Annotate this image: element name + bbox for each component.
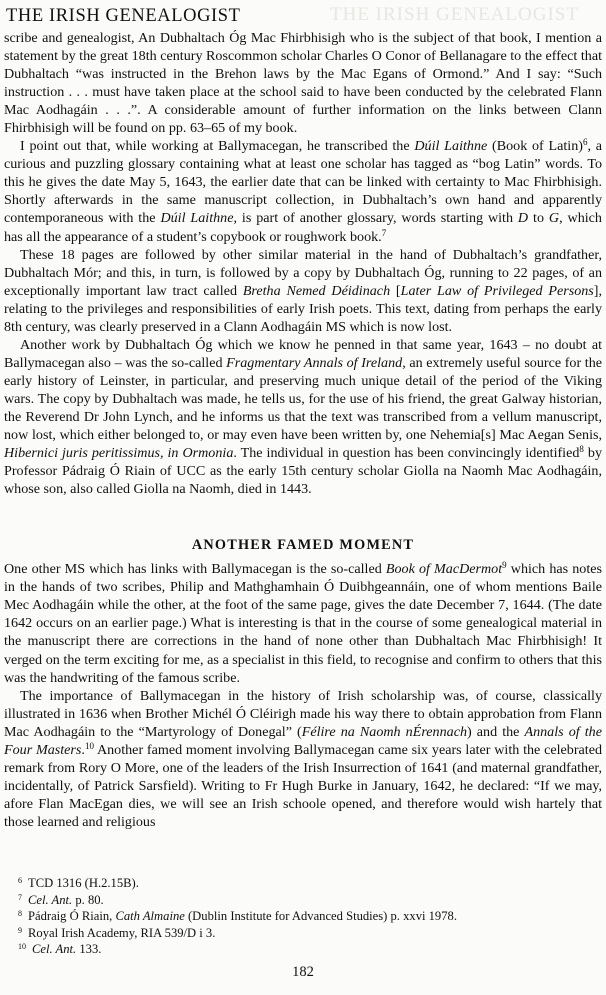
bleed-through-title: THE IRISH GENEALOGIST [330,4,579,25]
footnote-6: $^6$ TCD 1316 (H.2.15B). [18,876,139,890]
paragraph-5: One other MS which has links with Ballymacegan is the so-called Book of MacDermot$^9$ which has notes in the hands of two scribes, Philip and Mathghamhain Ó Duibhgeannáin, one of whom mentions Baile Mec Aodhagáin while the other, at the foot of the same page, gives the date December 7, 1644. (The date 1642 occurs on an earlier page.) What is interesting is that in the course of some genealogical material in the manuscript there are corrections in the hand of none other than Dubhaltach Mac Fhirbhisigh! It verged on the term exciting for me, as a specialist in this field, to recognise and confirm to others that this was the handwriting of the famous scribe. [4,560,602,686]
footnote-ref: 7 [381,227,387,238]
paragraph-1: scribe and genealogist, An Dubhaltach Óg Mac Fhirbhisigh who is the subject of that book, I mention a statement by the great 18th century Roscommon scholar Charles O Conor of Bellanagare to the effect that Dubhaltach “was instructed in the Brehon laws by the Mac Egans of Ormond.” And I say: “Such instruction . . . must have taken place at the school said to have been conducted by the celebrated Flann Mac Aodhagáin . . .”. A considerable amount of further information on the links between Clann Fhirbhisigh will be found on pp. 63–65 of my book. [4,30,602,137]
footnote-8: $^8$ Pádraig Ó Riain, Cath Almaine (Dublin Institute for Advanced Studies) p. xxvi 1978. [18,909,457,924]
main-text [4,29,602,831]
footnote-ref: 6 [582,137,588,148]
footnote-ref: 8 [579,444,584,455]
footnote-7: $^7$ Cel. Ant. p. 80. [18,892,104,907]
running-title: THE IRISH GENEALOGIST [6,6,241,26]
page-number: 182 [292,964,314,980]
footnotes [18,875,578,958]
paragraph-2: I point out that, while working at Ballymacegan, he transcribed the Dúil Laithne (Book of Latin)$^6$, a curious and puzzling glossary containing what at least one scholar has tagged as “bog Latin” words. To this he gives the date May 5, 1643, the earlier date that can be linked with certainty to Mac Fhirbhisigh. Shortly afterwards in the same manuscript collection, in Dubhaltach’s own hand and apparently contemporaneous with the Dúil Laithne, is part of another glossary, words starting with D to G, which has all the appearance of a student’s copybook or roughwork book.$^7$ [4,137,602,245]
footnote-ref: 10 [84,740,94,751]
footnote-ref: 9 [502,560,507,571]
paragraph-6: The importance of Ballymacegan in the history of Irish scholarship was, of course, classically illustrated in 1636 when Brother Michél Ó Cléirigh made his way there to obtain approbation from Flann Mac Aodhagáin to the “Martyrology of Donegal” (Félire na Naomh nÉrennach) and the Annals of the Four Masters.$^{10}$ Another famed moment involving Ballymacegan came six years later with the celebrated remark from Rory O More, one of the leaders of the Irish Insurrection of 1641 (and maternal grandfather, incidentally, of Patrick Sarsfield). Writing to Fr Hugh Burke in January, 1642, he declared: “If we may, afore Flan MacEgan dies, we will see an Irish schoole opened, and therefore would wish hartely that those learned and religious [4,687,603,830]
paragraph-4: Another work by Dubhaltach Óg which we know he penned in that same year, 1643 – no doubt at Ballymacegan also – was the so-called Fragmentary Annals of Ireland, an extremely useful source for the early history of Leinster, in particular, and preserving much unique detail of the period of the Viking wars. The copy by Dubhaltach was made, he tells us, for the use of his friend, the great Galway historian, the Reverend Dr John Lynch, and he informs us that the text was transcribed from a vellum manuscript, now lost, which either belonged to, or may even have been written by, one Nehemia[s] Mac Aegan Senis, Hibernici juris peritissimus, in Ormonia. The individual in question has been convincingly identified$^8$ by Professor Pádraig Ó Riain of UCC as the early 15th century scholar Giolla na Naomh Mac Aodhagáin, whose son, also called Giolla na Naomh, died in 1443. [4,336,603,498]
footnote-10: $^{10}$ Cel. Ant. 133. [18,942,102,957]
footnote-9: $^9$ Royal Irish Academy, RIA 539/D i 3. [18,925,216,940]
section-heading: ANOTHER FAMED MOMENT [191,537,415,554]
paragraph-3: These 18 pages are followed by other similar material in the hand of Dubhaltach’s grandfather, Dubhaltach Mór; and this, in turn, is followed by a copy by Dubhaltach Óg, running to 22 pages, of an exceptionally important law tract called Bretha Nemed Déidinach [Later Law of Privileged Persons], relating to the privileges and responsibilities of early Irish poets. This text, dating from perhaps the early 8th century, was clearly preserved in a Clann Aodhagáin MS which is now lost. [4,246,603,335]
